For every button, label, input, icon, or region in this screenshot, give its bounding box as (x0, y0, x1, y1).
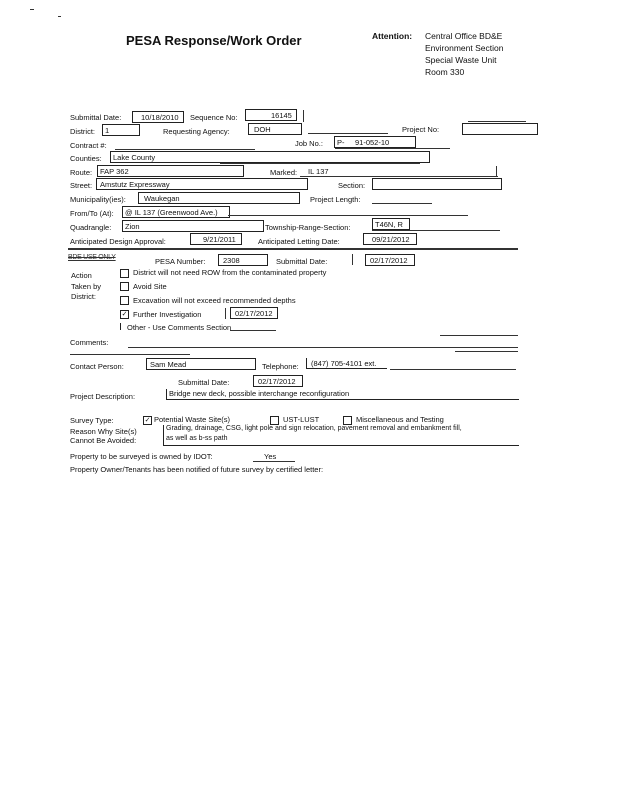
divider (225, 308, 226, 319)
requesting-agency-field[interactable]: DOH (248, 123, 302, 135)
reason-field[interactable]: Grading, drainage, CSG, light pole and sign relocation, pavement removal and embankment fill, as well as b-ss path (163, 425, 519, 446)
bde-use-only-label: BDE USE ONLY (68, 254, 116, 261)
attention-line: Room 330 (425, 67, 465, 77)
notified-label: Property Owner/Tenants has been notified of future survey by certified letter: (70, 465, 324, 474)
requesting-agency-label: Requesting Agency: (163, 127, 230, 136)
telephone-field[interactable]: (847) 705-4101 ext. (306, 358, 387, 369)
pesa-number-field[interactable]: 2308 (218, 254, 268, 266)
survey-misc-checkbox[interactable] (343, 416, 352, 425)
contract-label: Contract #: (70, 141, 107, 150)
owned-value: Yes (264, 452, 277, 461)
project-description-label: Project Description: (70, 392, 136, 401)
response-submittal-field[interactable]: 02/17/2012 (365, 254, 415, 266)
quadrangle-field[interactable]: Zion (122, 220, 264, 232)
submittal-date2-label: Submittal Date: (178, 378, 230, 387)
further-date-field[interactable]: 02/17/2012 (230, 307, 278, 319)
option-checkbox-row[interactable] (120, 269, 129, 278)
attention-line: Special Waste Unit (425, 55, 497, 65)
divider (303, 110, 304, 122)
attention-label: Attention: (372, 31, 413, 41)
contact-person-label: Contact Person: (70, 362, 124, 371)
owned-label: Property to be surveyed is owned by IDOT: (70, 452, 213, 461)
project-no-field[interactable] (462, 123, 538, 135)
divider (352, 254, 353, 265)
fromto-field[interactable]: @ IL 137 (Greenwood Ave.) (122, 206, 230, 218)
response-submittal-label: Submittal Date: (276, 257, 328, 266)
underline (230, 330, 276, 331)
comments-label: Comments: (70, 338, 109, 347)
quadrangle-label: Quadrangle: (70, 223, 112, 232)
contact-person-field[interactable]: Sam Mead (146, 358, 256, 370)
project-description-field[interactable]: Bridge new deck, possible interchange reconfiguration (166, 389, 519, 400)
route-label: Route: (70, 168, 93, 177)
attention-line: Central Office BD&E (425, 31, 503, 41)
underline (300, 176, 498, 177)
sequence-no-label: Sequence No: (190, 113, 238, 122)
underline (372, 203, 432, 204)
trs-field[interactable]: T46N, R (372, 218, 410, 230)
option-checkbox-avoid[interactable] (120, 282, 129, 291)
marked-label: Marked: (270, 168, 298, 177)
design-approval-label: Anticipated Design Approval: (70, 237, 166, 246)
municipality-field[interactable]: Waukegan (138, 192, 300, 204)
section-divider (68, 248, 518, 250)
option-excavation-label: Excavation will not exceed recommended depths (133, 296, 296, 305)
marked-value: IL 137 (308, 167, 329, 176)
underline (115, 149, 255, 150)
underline (372, 230, 500, 231)
survey-misc-label: Miscellaneous and Testing (356, 415, 444, 424)
district-label: District: (70, 127, 95, 136)
underline (468, 121, 526, 122)
option-checkbox-further[interactable]: ✓ (121, 311, 128, 318)
section-label: Section: (338, 181, 366, 190)
option-other-label: Other - Use Comments Section (127, 323, 232, 332)
fromto-label: From/To (At): (70, 209, 114, 218)
attention-line: Environment Section (425, 43, 504, 53)
underline (308, 133, 388, 134)
survey-ust-checkbox[interactable] (270, 416, 279, 425)
option-further-label: Further Investigation (133, 310, 202, 319)
street-field[interactable]: Amstutz Expressway (96, 178, 308, 190)
submittal-date2-field[interactable]: 02/17/2012 (253, 375, 303, 387)
section-field[interactable] (372, 178, 502, 190)
survey-potential-checkbox[interactable]: ✓ (144, 417, 151, 424)
reason-label: Cannot Be Avoided: (70, 436, 137, 445)
design-approval-field[interactable]: 9/21/2011 (190, 233, 242, 245)
submittal-date-field[interactable]: 10/18/2010 (132, 111, 184, 123)
survey-potential-label: Potential Waste Site(s) (154, 415, 230, 424)
action-label: District: (71, 292, 96, 301)
option-avoid-label: Avoid Site (133, 282, 167, 291)
job-no-field[interactable]: P- 91-052-10 (334, 136, 416, 148)
municipality-label: Municipality(ies): (70, 195, 126, 204)
underline (220, 163, 420, 164)
project-length-label: Project Length: (310, 195, 361, 204)
survey-ust-label: UST-LUST (283, 415, 320, 424)
scan-mark (30, 9, 34, 10)
comments-line (128, 347, 518, 348)
counties-label: Counties: (70, 154, 102, 163)
underline (253, 461, 295, 462)
reason-label: Reason Why Site(s) (70, 427, 137, 436)
comments-line (455, 351, 518, 352)
submittal-date-label: Submittal Date: (70, 113, 122, 122)
scan-mark (58, 16, 61, 17)
comments-line (440, 335, 518, 336)
option-checkbox-excavation[interactable] (120, 296, 129, 305)
option-no-row-label: District will not need ROW from the contaminated property (133, 268, 327, 277)
letting-date-field[interactable]: 09/21/2012 (363, 233, 417, 245)
underline (390, 369, 516, 370)
sequence-no-field[interactable]: 16145 (245, 109, 297, 121)
underline (228, 215, 468, 216)
action-label: Taken by (71, 282, 102, 291)
survey-type-label: Survey Type: (70, 416, 114, 425)
divider (496, 166, 497, 176)
district-field[interactable]: 1 (102, 124, 140, 136)
underline (335, 148, 450, 149)
street-label: Street: (70, 181, 93, 190)
route-field[interactable]: FAP 362 (97, 165, 244, 177)
comments-line (70, 354, 190, 355)
project-no-label: Project No: (402, 125, 440, 134)
counties-field[interactable]: Lake County (110, 151, 430, 163)
telephone-label: Telephone: (262, 362, 299, 371)
trs-label: Township-Range-Section: (265, 223, 351, 232)
action-label: Action (71, 271, 92, 280)
job-no-label: Job No.: (295, 139, 323, 148)
page-title: PESA Response/Work Order (126, 33, 302, 48)
letting-date-label: Anticipated Letting Date: (258, 237, 340, 246)
pesa-number-label: PESA Number: (155, 257, 206, 266)
